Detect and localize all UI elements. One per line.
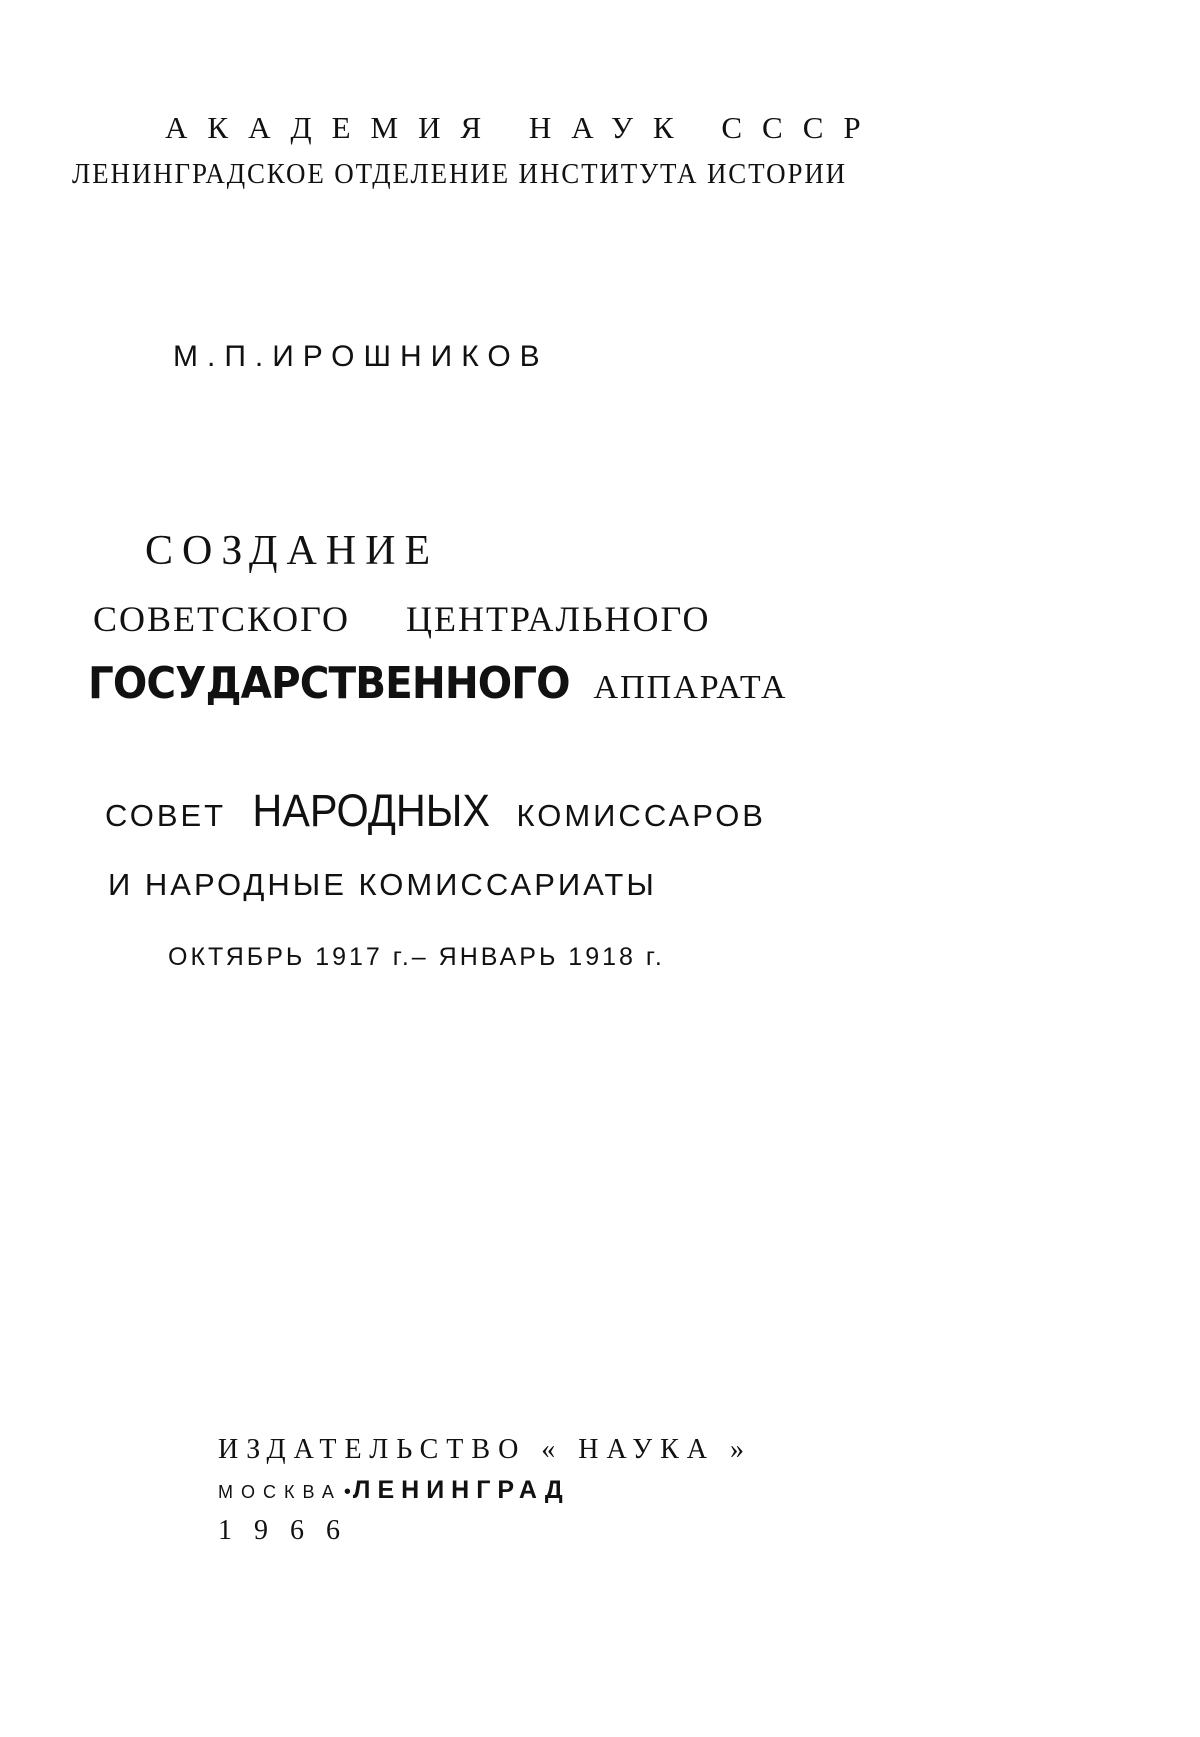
subtitle-line-2: И НАРОДНЫЕ КОМИССАРИАТЫ [108, 867, 657, 902]
title-line-2 [93, 601, 710, 637]
subtitle-line-1 [105, 785, 766, 836]
city-separator: • [343, 1481, 351, 1503]
institute-name: ЛЕНИНГРАДСКОЕ ОТДЕЛЕНИЕ ИНСТИТУТА ИСТОРИИ [72, 158, 848, 190]
title-word-sovetskogo: СОВЕТСКОГО [93, 599, 351, 639]
city-leningrad: ЛЕНИНГРАД [352, 1476, 570, 1504]
title-word-apparata: АППАРАТА [593, 669, 788, 706]
publisher-name: ИЗДАТЕЛЬСТВО « НАУКА » [218, 1434, 752, 1465]
publication-year: 1966 [218, 1515, 362, 1546]
title-word-gosudarstvennogo: ГОСУДАРСТВЕННОГО [88, 658, 570, 709]
subtitle-word-komissarov: КОМИССАРОВ [516, 798, 766, 833]
title-line-1: СОЗДАНИЕ [145, 528, 440, 574]
date-range: ОКТЯБРЬ 1917 г.– ЯНВАРЬ 1918 г. [168, 943, 665, 971]
author-name: М.П.ИРОШНИКОВ [173, 340, 549, 373]
subtitle-word-narodnykh: НАРОДНЫХ [252, 785, 491, 836]
academy-name: АКАДЕМИЯ НАУК СССР [165, 110, 881, 145]
publication-cities [218, 1478, 570, 1503]
city-moscow: МОСКВА [218, 1482, 342, 1502]
title-word-tsentralnogo: ЦЕНТРАЛЬНОГО [406, 599, 711, 639]
subtitle-word-sovet: СОВЕТ [105, 798, 227, 833]
title-line-3 [88, 658, 788, 709]
